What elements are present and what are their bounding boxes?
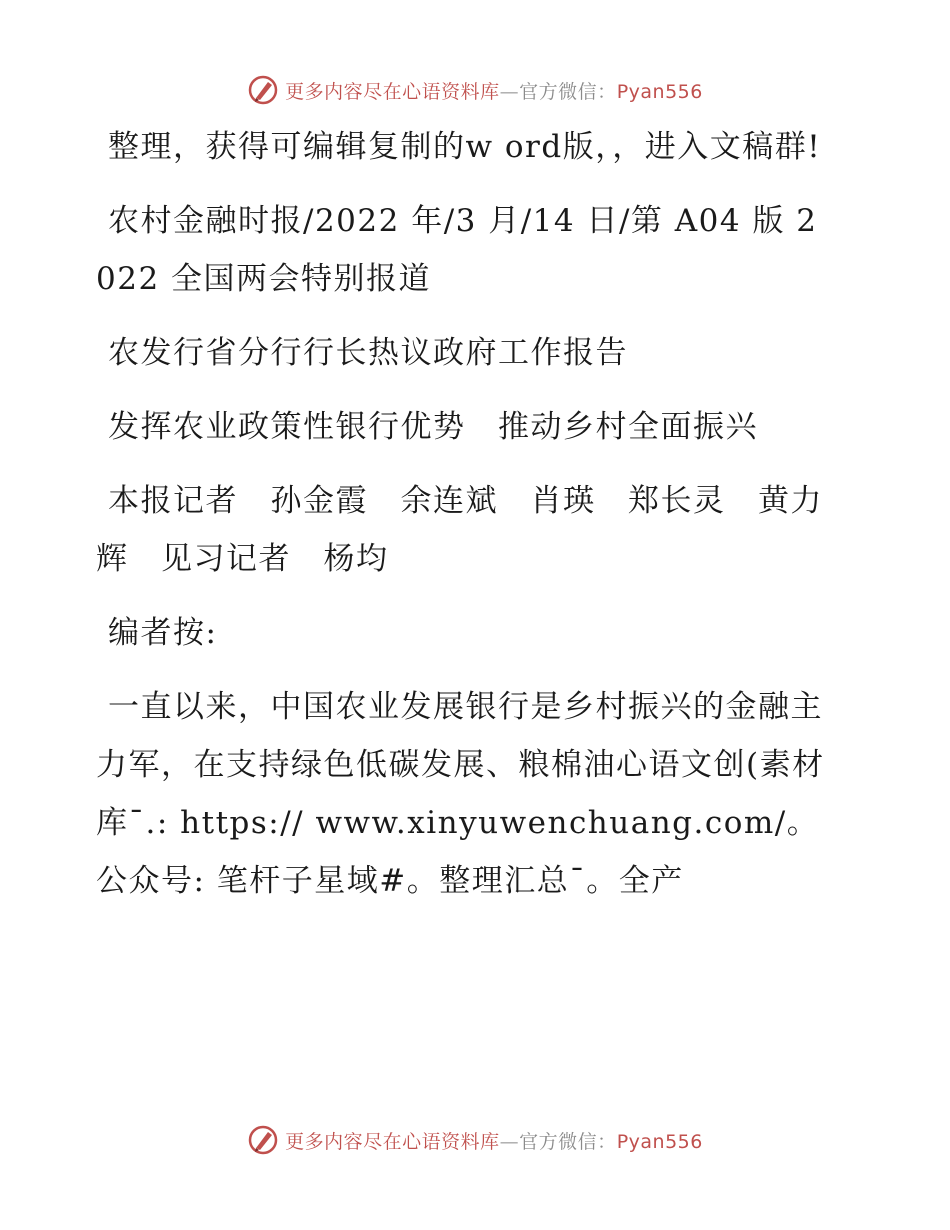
watermark-sub: 官方微信： [519, 80, 617, 103]
paragraph-subheadline: 发挥农业政策性银行优势 推动乡村全面振兴 [108, 409, 758, 445]
paragraph-intro: 整理，获得可编辑复制的w ord版，，进入文稿群! [108, 129, 822, 165]
watermark-sub: 官方微信： [519, 1130, 617, 1153]
paragraph-body: 一直以来，中国农业发展银行是乡村振兴的金融主力军，在支持绿色低碳发展、粮棉油心语文创(素材库¯.: https:// www.xinyuwenchuang.com/。公众号: 笔杆子星域#。整理汇总¯。全产 [96, 689, 825, 899]
watermark-main: 更多内容尽在心语资料库 [285, 1130, 500, 1153]
watermark-text [285, 1127, 703, 1154]
paragraph-source: 农村金融时报/2022 年/3 月/14 日/第 A04 版 2022 全国两会特别报道 [96, 203, 818, 297]
watermark-id: Pyan556 [616, 1130, 703, 1153]
watermark-text [285, 77, 703, 104]
document-body [96, 118, 832, 926]
header-watermark [0, 70, 950, 110]
footer-watermark [0, 1120, 950, 1160]
pen-logo-icon [247, 1124, 279, 1156]
paragraph-byline: 本报记者 孙金霞 余连斌 肖瑛 郑长灵 黄力辉 见习记者 杨均 [96, 483, 823, 577]
watermark-dash: — [499, 80, 520, 103]
pen-logo-icon [247, 74, 279, 106]
watermark-dash: — [499, 1130, 520, 1153]
paragraph-headline: 农发行省分行行长热议政府工作报告 [108, 335, 628, 371]
watermark-id: Pyan556 [616, 80, 703, 103]
watermark-main: 更多内容尽在心语资料库 [285, 80, 500, 103]
paragraph-editor-note-label: 编者按: [108, 615, 218, 651]
